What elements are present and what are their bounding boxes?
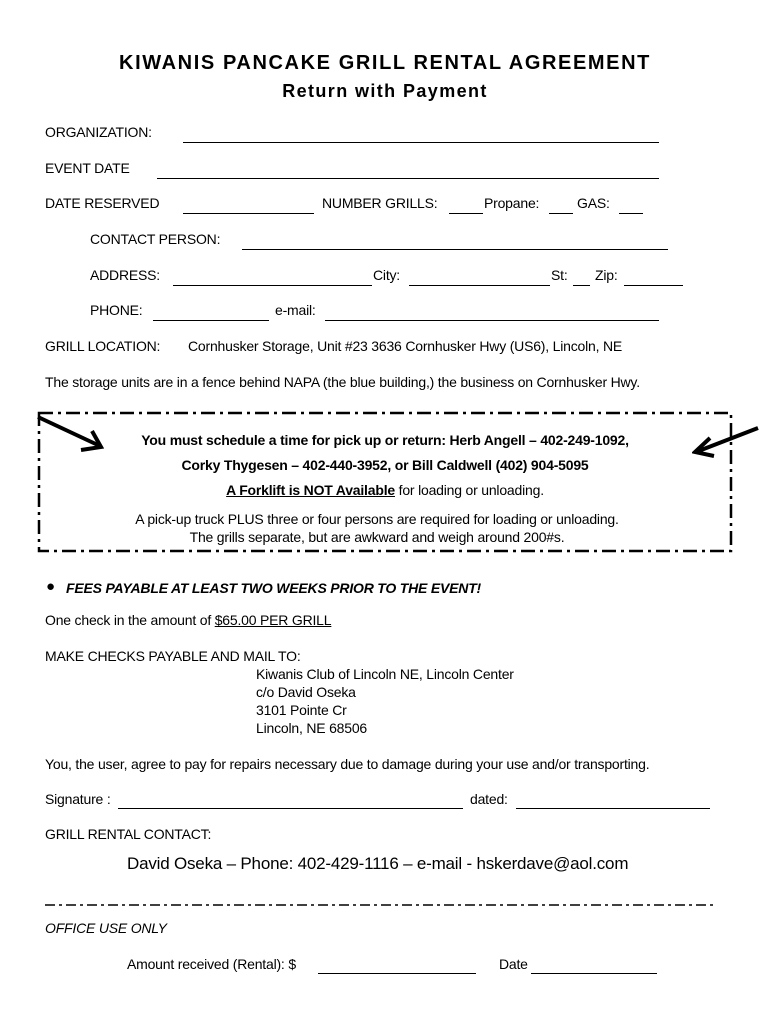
date-reserved-label: DATE RESERVED	[45, 195, 160, 211]
email-label: e-mail:	[275, 302, 316, 318]
signature-label: Signature :	[45, 791, 111, 807]
grill-location-label: GRILL LOCATION:	[45, 338, 161, 354]
mail-line-3: 3101 Pointe Cr	[256, 702, 347, 718]
notice-forklift	[38, 482, 732, 498]
address-field[interactable]	[173, 285, 372, 286]
propane-field[interactable]	[549, 213, 573, 214]
mail-line-1: Kiwanis Club of Lincoln NE, Lincoln Center	[256, 666, 514, 682]
agreement-text: You, the user, agree to pay for repairs necessary due to damage during your use and/or transporting.	[45, 756, 650, 772]
page-subtitle: Return with Payment	[282, 81, 488, 101]
fees-heading: FEES PAYABLE AT LEAST TWO WEEKS PRIOR TO THE EVENT!	[66, 580, 482, 596]
contact-person-field[interactable]	[242, 249, 668, 250]
mail-line-2: c/o David Oseka	[256, 684, 356, 700]
check-amount: $65.00 PER GRILL	[214, 612, 332, 628]
bullet-icon: ●	[46, 578, 56, 595]
notice-line-4: A pick-up truck PLUS three or four persons are required for loading or unloading.	[135, 511, 619, 527]
mail-line-4: Lincoln, NE 68506	[256, 720, 368, 736]
forklift-warning: A Forklift is NOT Available	[226, 482, 395, 498]
check-amount-line	[45, 612, 331, 628]
phone-field[interactable]	[153, 320, 269, 321]
email-field[interactable]	[325, 320, 659, 321]
zip-field[interactable]	[624, 285, 683, 286]
grill-rental-contact-label: GRILL RENTAL CONTACT:	[45, 826, 212, 842]
grill-rental-contact-line: David Oseka – Phone: 402-429-1116 – e-mail - hskerdave@aol.com	[127, 854, 629, 873]
city-label: City:	[373, 267, 401, 283]
gas-label: GAS:	[577, 195, 610, 211]
mail-label: MAKE CHECKS PAYABLE AND MAIL TO:	[45, 648, 301, 664]
notice-line-1: You must schedule a time for pick up or return: Herb Angell – 402-249-1092,	[141, 432, 629, 448]
address-label: ADDRESS:	[90, 267, 160, 283]
gas-field[interactable]	[619, 213, 643, 214]
number-grills-field[interactable]	[449, 213, 483, 214]
city-field[interactable]	[409, 285, 550, 286]
page-title: KIWANIS PANCAKE GRILL RENTAL AGREEMENT	[119, 52, 651, 74]
grill-location-value: Cornhusker Storage, Unit #23 3636 Cornhusker Hwy (US6), Lincoln, NE	[188, 338, 623, 354]
event-date-field[interactable]	[157, 178, 659, 179]
check-prefix: One check in the amount of	[45, 612, 215, 628]
notice-line-2: Corky Thygesen – 402-440-3952, or Bill Caldwell (402) 904-5095	[181, 457, 589, 473]
st-field[interactable]	[573, 285, 590, 286]
amount-received-label: Amount received (Rental): $	[127, 956, 296, 972]
organization-field[interactable]	[183, 142, 659, 143]
storage-note: The storage units are in a fence behind NAPA (the blue building,) the business on Cornhusker Hwy.	[45, 374, 640, 390]
notice-line-5: The grills separate, but are awkward and weigh around 200#s.	[189, 529, 565, 545]
office-date-label: Date	[499, 956, 528, 972]
dated-field[interactable]	[516, 808, 710, 809]
signature-field[interactable]	[118, 808, 463, 809]
dated-label: dated:	[470, 791, 508, 807]
event-date-label: EVENT DATE	[45, 160, 130, 176]
office-date-field[interactable]	[531, 973, 657, 974]
office-use-label: OFFICE USE ONLY	[45, 920, 167, 936]
forklift-rest: for loading or unloading.	[394, 482, 544, 498]
date-reserved-field[interactable]	[183, 213, 314, 214]
phone-label: PHONE:	[90, 302, 143, 318]
amount-received-field[interactable]	[318, 973, 476, 974]
propane-label: Propane:	[484, 195, 540, 211]
number-grills-label: NUMBER GRILLS:	[322, 195, 438, 211]
contact-person-label: CONTACT PERSON:	[90, 231, 221, 247]
zip-label: Zip:	[595, 267, 618, 283]
st-label: St:	[551, 267, 568, 283]
organization-label: ORGANIZATION:	[45, 124, 152, 140]
office-divider	[45, 903, 713, 907]
